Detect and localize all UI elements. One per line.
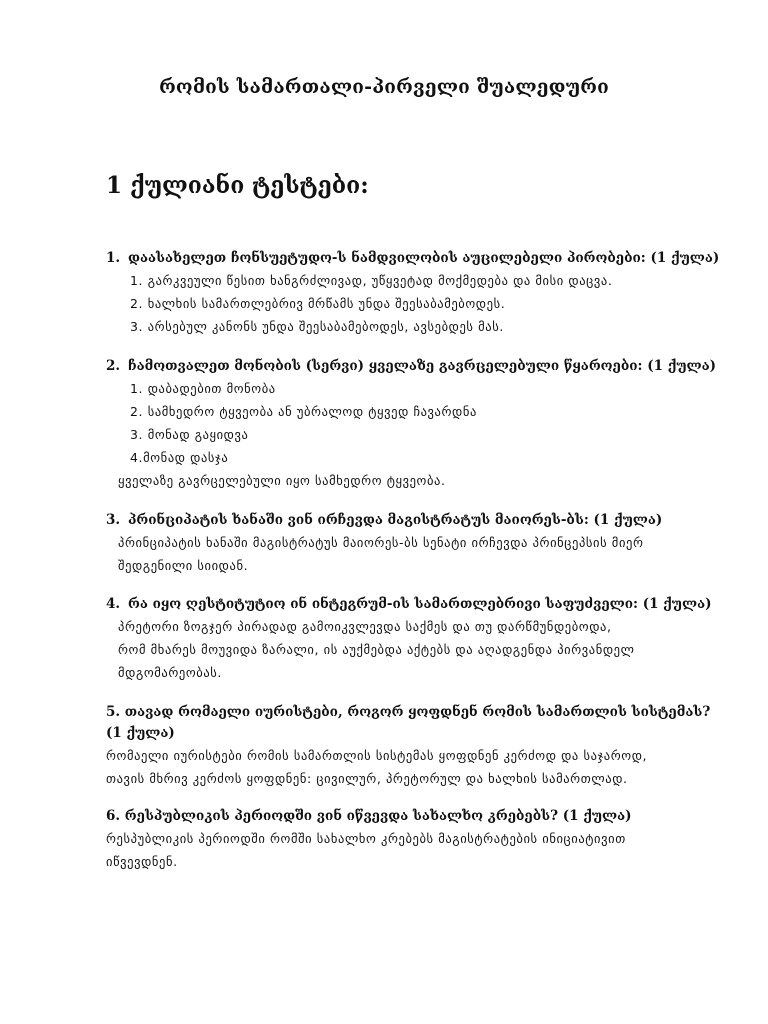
answer-block (106, 827, 730, 873)
answer-note: ყველაზე გავრცელებული იყო სამხედრო ტყვეობა. (118, 473, 446, 488)
question-heading (106, 594, 730, 615)
question-3 (106, 510, 730, 577)
question-text: რესპუბლიკის პერიოდში ვინ იწვევდა სახალხო კრებებს? (1 ქულა) (124, 808, 632, 824)
question-6 (106, 806, 730, 873)
answer-block (106, 531, 730, 577)
answer-line: 2. ხალხის სამართლებრივ მრწამს უნდა შეესაბამებოდეს. (130, 296, 506, 311)
question-number: 3. (106, 512, 121, 528)
answer-line: 3. არსებულ კანონს უნდა შეესაბამებოდეს, ავსებდეს მას. (130, 319, 504, 334)
question-heading (106, 702, 726, 744)
answer-block (106, 377, 730, 492)
question-text: ჩამოთვალეთ მონობის (სერვი) ყველაზე გავრცელებული წყაროები: (1 ქულა) (128, 358, 717, 374)
question-heading (106, 806, 730, 827)
answer-line: მდგომარეობას. (118, 665, 222, 680)
question-number: 1. (106, 250, 121, 266)
question-heading (106, 356, 730, 377)
question-heading (106, 510, 730, 531)
question-2 (106, 356, 730, 492)
answer-line: 2. სამხედრო ტყვეობა ან უბრალოდ ტყვედ ჩავარდნა (130, 404, 477, 419)
question-4 (106, 594, 730, 684)
question-text: თავად რომაელი იურისტები, როგორ ყოფდნენ რომის სამართლის სისტემას? (1 ქულა) (106, 704, 711, 741)
answer-line: თავის მხრივ კერძოს ყოფდნენ: ცივილურ, პრეტორულ და ხალხის სამართლად. (106, 771, 628, 786)
section-heading: 1 ქულიანი ტესტები: (106, 172, 369, 199)
answer-line: იწვევდნენ. (106, 854, 178, 869)
answer-line: 1. დაბადებით მონობა (130, 381, 276, 396)
answer-block (106, 269, 730, 338)
question-heading (106, 248, 730, 269)
question-text: პრინციპატის ხანაში ვინ ირჩევდა მაგისტრატუს მაიორეს-ბს: (1 ქულა) (128, 512, 663, 528)
answer-line: შედგენილი სიიდან. (118, 558, 249, 573)
question-text: რა იყო ღესტიტუტიო ინ ინტეგრუმ-ის სამართლებრივი საფუძველი: (1 ქულა) (128, 596, 712, 612)
answer-line: 1. გარკვეული წესით ხანგრძლივად, უწყვეტად მოქმედება და მისი დაცვა. (130, 273, 613, 288)
answer-line: რომაელი იურისტები რომის სამართლის სისტემას ყოფდნენ კერძოდ და საჯაროდ, (106, 748, 648, 763)
page-title: რომის სამართალი-პირველი შუალედური (159, 76, 609, 98)
answer-block (106, 744, 726, 790)
answer-line: პრინციპატის ხანაში მაგისტრატუს მაიორეს-ბს სენატი ირჩევდა პრინცეპსის მიერ (118, 535, 644, 550)
answer-line: 4.მონად დასჯა (130, 450, 229, 465)
question-1 (106, 248, 730, 338)
question-number: 4. (106, 596, 121, 612)
answer-line: რომ მხარეს მოუვიდა ზარალი, ის აუქმებდა აქტებს და აღადგენდა პირვანდელ (118, 642, 635, 657)
answer-line: რესპუბლიკის პერიოდში რომში სახალხო კრებებს მაგისტრატების ინიციატივით (106, 831, 626, 846)
answer-block (106, 615, 730, 684)
answer-line: 3. მონად გაყიდვა (130, 427, 249, 442)
question-number: 5. (106, 704, 121, 720)
answer-line: პრეტორი ზოგჯერ პირადად გამოიკვლევდა საქმეს და თუ დარწმუნდებოდა, (118, 619, 612, 634)
question-5 (106, 702, 726, 790)
question-text: დაასახელეთ ჩონსუეტუდო-ს ნამდვილობის აუცილებელი პირობები: (1 ქულა) (128, 250, 720, 266)
question-number: 6. (106, 808, 121, 824)
question-number: 2. (106, 358, 121, 374)
